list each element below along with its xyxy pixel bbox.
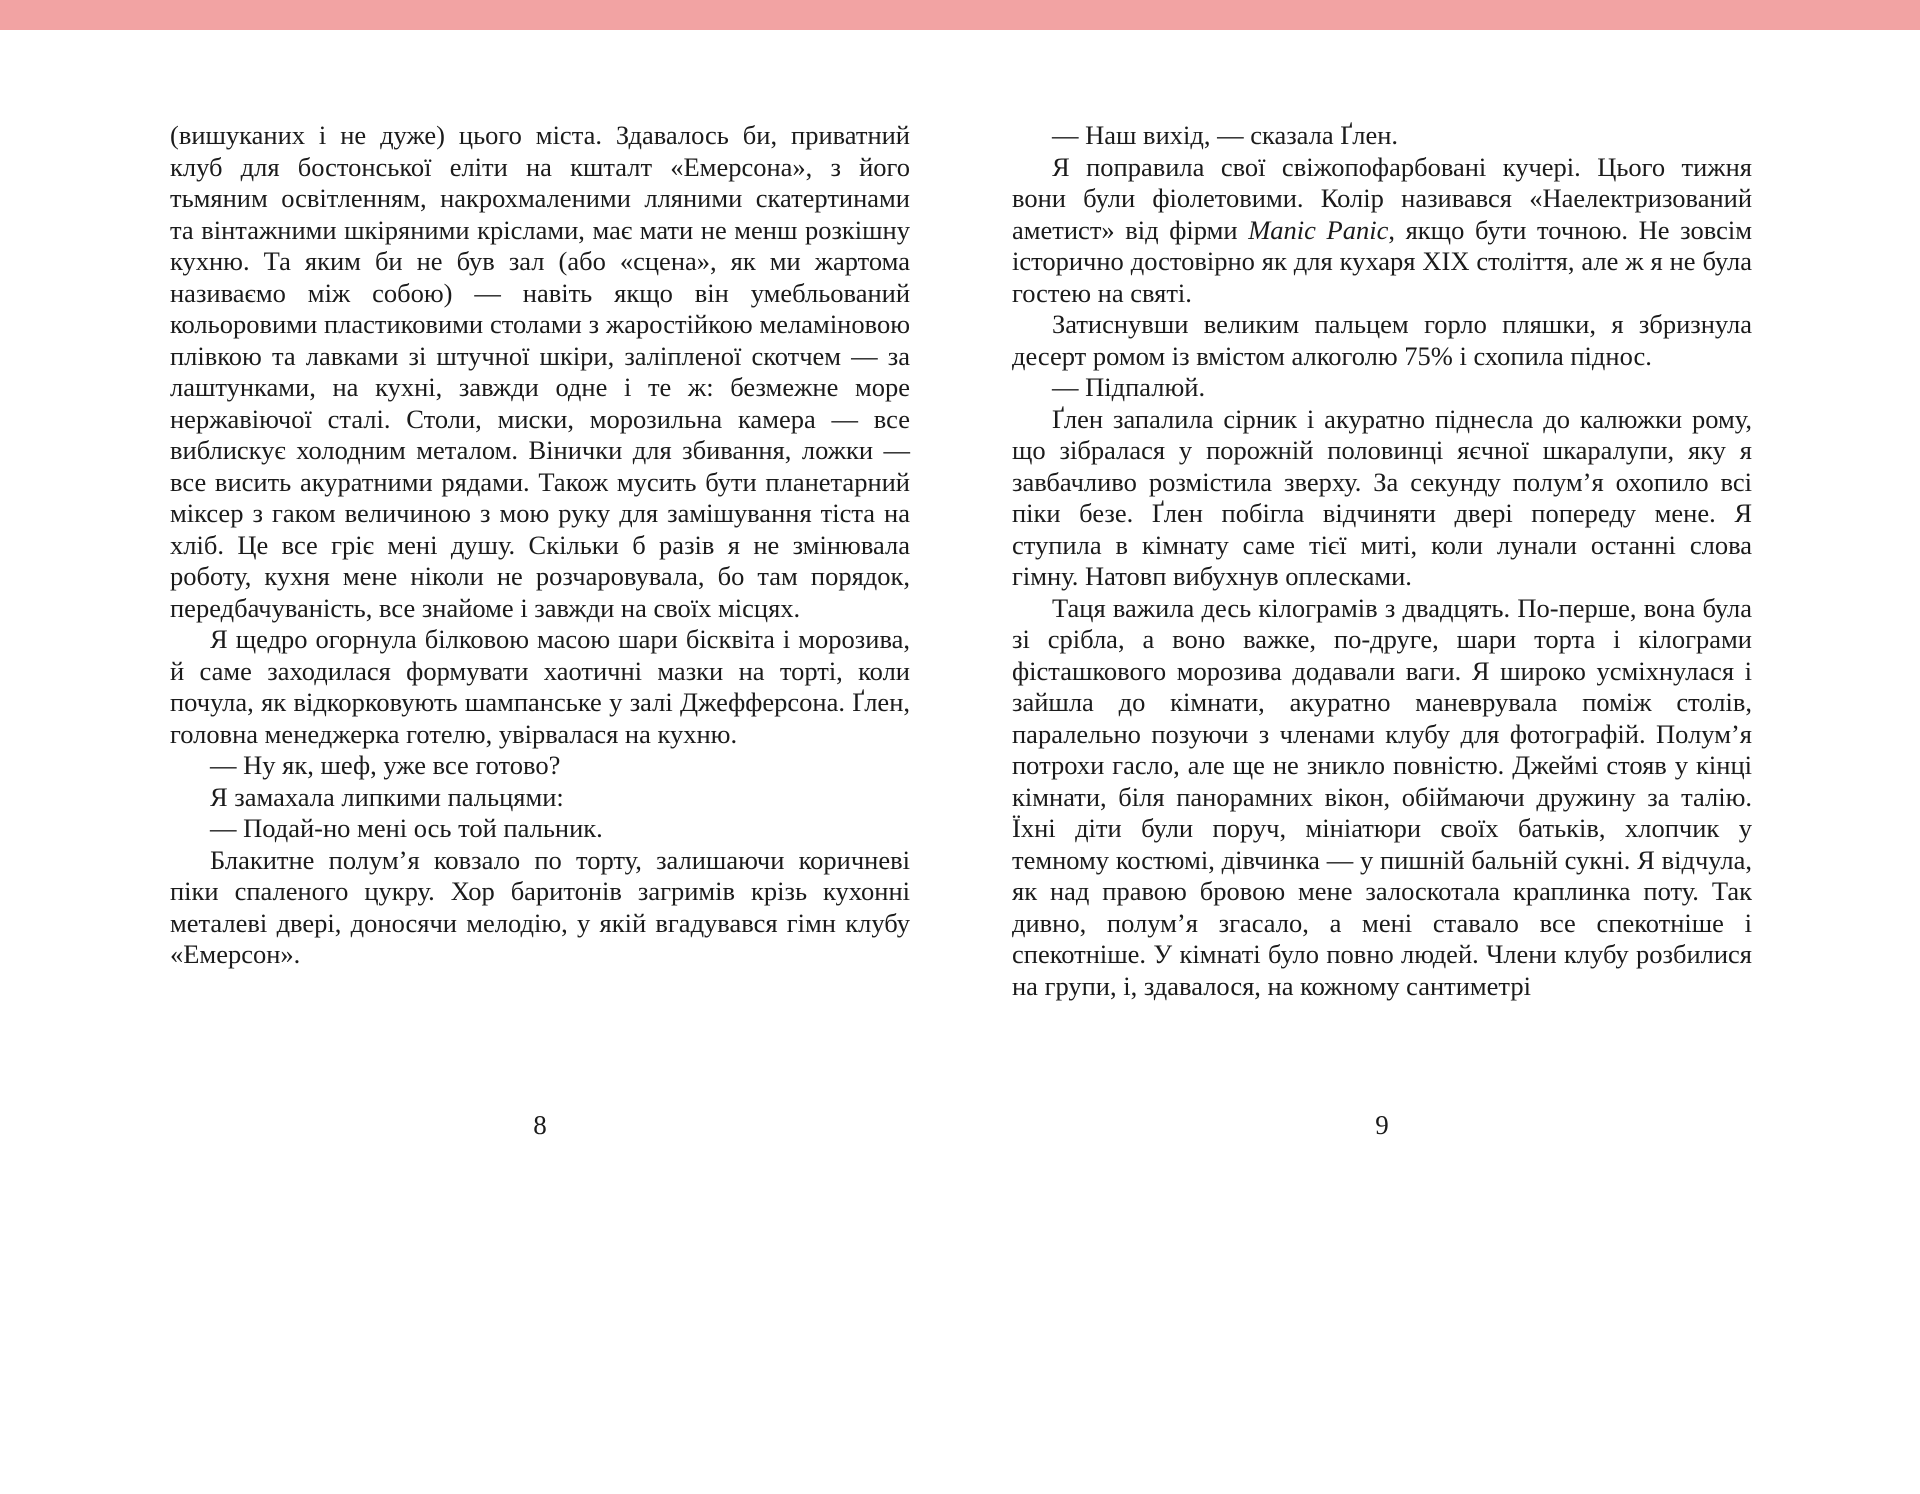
text-run: — Наш вихід, — сказала Ґлен. <box>1052 120 1399 150</box>
paragraph <box>170 813 910 845</box>
paragraph <box>1012 404 1752 593</box>
paragraph <box>1012 152 1752 310</box>
text-run: Блакитне полум’я ковзало по торту, залишаючи коричневі піки спаленого цукру. Хор баритонів загримів крізь кухонні металеві двері, доносячи мелодію, у якій вгадувався гімн клубу «Емерсон». <box>170 844 910 969</box>
text-run: — Ну як, шеф, уже все готово? <box>210 750 561 780</box>
paragraph <box>170 845 910 971</box>
text-run: Таця важила десь кілограмів з двадцять. По-перше, вона була зі срібла, а воно важке, по-друге, шари торта і кілограми фісташкового морозива додавали ваги. Я широко усміхнулася і зайшла до кімнати, акуратно маневрувала поміж столів, паралельно позуючи з членами клубу для фотографій. Полум’я потрохи гасло, але ще не зникло повністю. Джеймі стояв у кінці кімнати, біля панорамних вікон, обіймаючи дружину за талію. Їхні діти були поруч, мініатюри своїх батьків, хлопчик у темному костюмі, дівчинка — у пишній бальній сукні. Я відчула, як над правою бровою мене залоскотала краплинка поту. Так дивно, полум’я згасало, а мені ставало все спекотніше і спекотніше. У кімнаті було повно людей. Члени клубу розбилися на групи, і, здавалося, на кожному сантиметрі <box>1012 592 1752 1001</box>
paragraph <box>170 750 910 782</box>
paragraph <box>1012 309 1752 372</box>
paragraph <box>170 782 910 814</box>
page-left-text <box>170 120 910 971</box>
paragraph <box>170 120 910 624</box>
text-run: Я замахала липкими пальцями: <box>210 781 564 812</box>
page-right-text <box>1012 120 1752 1002</box>
text-run: (вишуканих і не дуже) цього міста. Здавалось би, приватний клуб для бостонської еліти на кшталт «Емерсона», з його тьмяним освітленням, накрохмаленими лляними скатертинами та вінтажними шкіряними кріслами, має мати не менш розкішну кухню. Та яким би не був зал (або «сцена», як ми жартома називаємо між собою) — навіть якщо він умебльований кольоровими пластиковими столами з жаростійкою меламіновою плівкою та лавками зі штучної шкіри, заліпленої скотчем — за лаштунками, на кухні, завжди одне і те ж: безмежне море нержавіючої сталі. Столи, миски, морозильна камера — все виблискує холодним металом. Вінички для збивання, ложки — все висить акуратними рядами. Також мусить бути планетарний міксер з гаком величиною з мою руку для замішування тіста на хліб. Це все гріє мені душу. Скільки б разів я не змінювала роботу, кухня мене ніколи не розчаровувала, бо там порядок, передбачуваність, все знайоме і завжди на своїх місцях. <box>170 120 910 623</box>
top-accent-bar <box>0 0 1920 30</box>
text-run: Я щедро огорнула білковою масою шари бісквіта і морозива, й саме заходилася формувати хаотичні мазки на торті, коли почула, як відкорковують шампанське у залі Джефферсона. Ґлен, головна менеджерка готелю, увірвалася на кухню. <box>170 624 910 749</box>
page-number-left: 8 <box>533 1110 547 1140</box>
text-run: Я поправила свої свіжопофарбовані кучері. Цього тижня вони були фіолетовими. Колір називався «Наелектризований аметист» від фірми <box>1012 151 1752 245</box>
paragraph <box>1012 372 1752 404</box>
page-number-right: 9 <box>1375 1110 1389 1140</box>
paragraph <box>170 624 910 750</box>
paragraph <box>1012 120 1752 152</box>
text-run-italic: Manic Panic <box>1248 214 1389 245</box>
text-run: Затиснувши великим пальцем горло пляшки, я збризнула десерт ромом із вмістом алкоголю 75% і схопила піднос. <box>1012 309 1752 371</box>
text-run: Ґлен запалила сірник і акуратно піднесла до калюжки рому, що зібралася у порожній половинці яєчної шкаралупи, яку я завбачливо розмістила зверху. За секунду полум’я охопило всі піки безе. Ґлен побігла відчиняти двері попереду мене. Я ступила в кімнату саме тієї миті, коли лунали останні слова гімну. Натовп вибухнув оплесками. <box>1012 403 1752 591</box>
text-run: — Подай-но мені ось той пальник. <box>210 813 603 843</box>
text-run: , якщо бути точною. Не зовсім історично достовірно як для кухаря XIX століття, але ж я не була гостею на святі. <box>1012 214 1752 308</box>
paragraph <box>1012 593 1752 1003</box>
text-run: — Підпалюй. <box>1052 372 1206 402</box>
